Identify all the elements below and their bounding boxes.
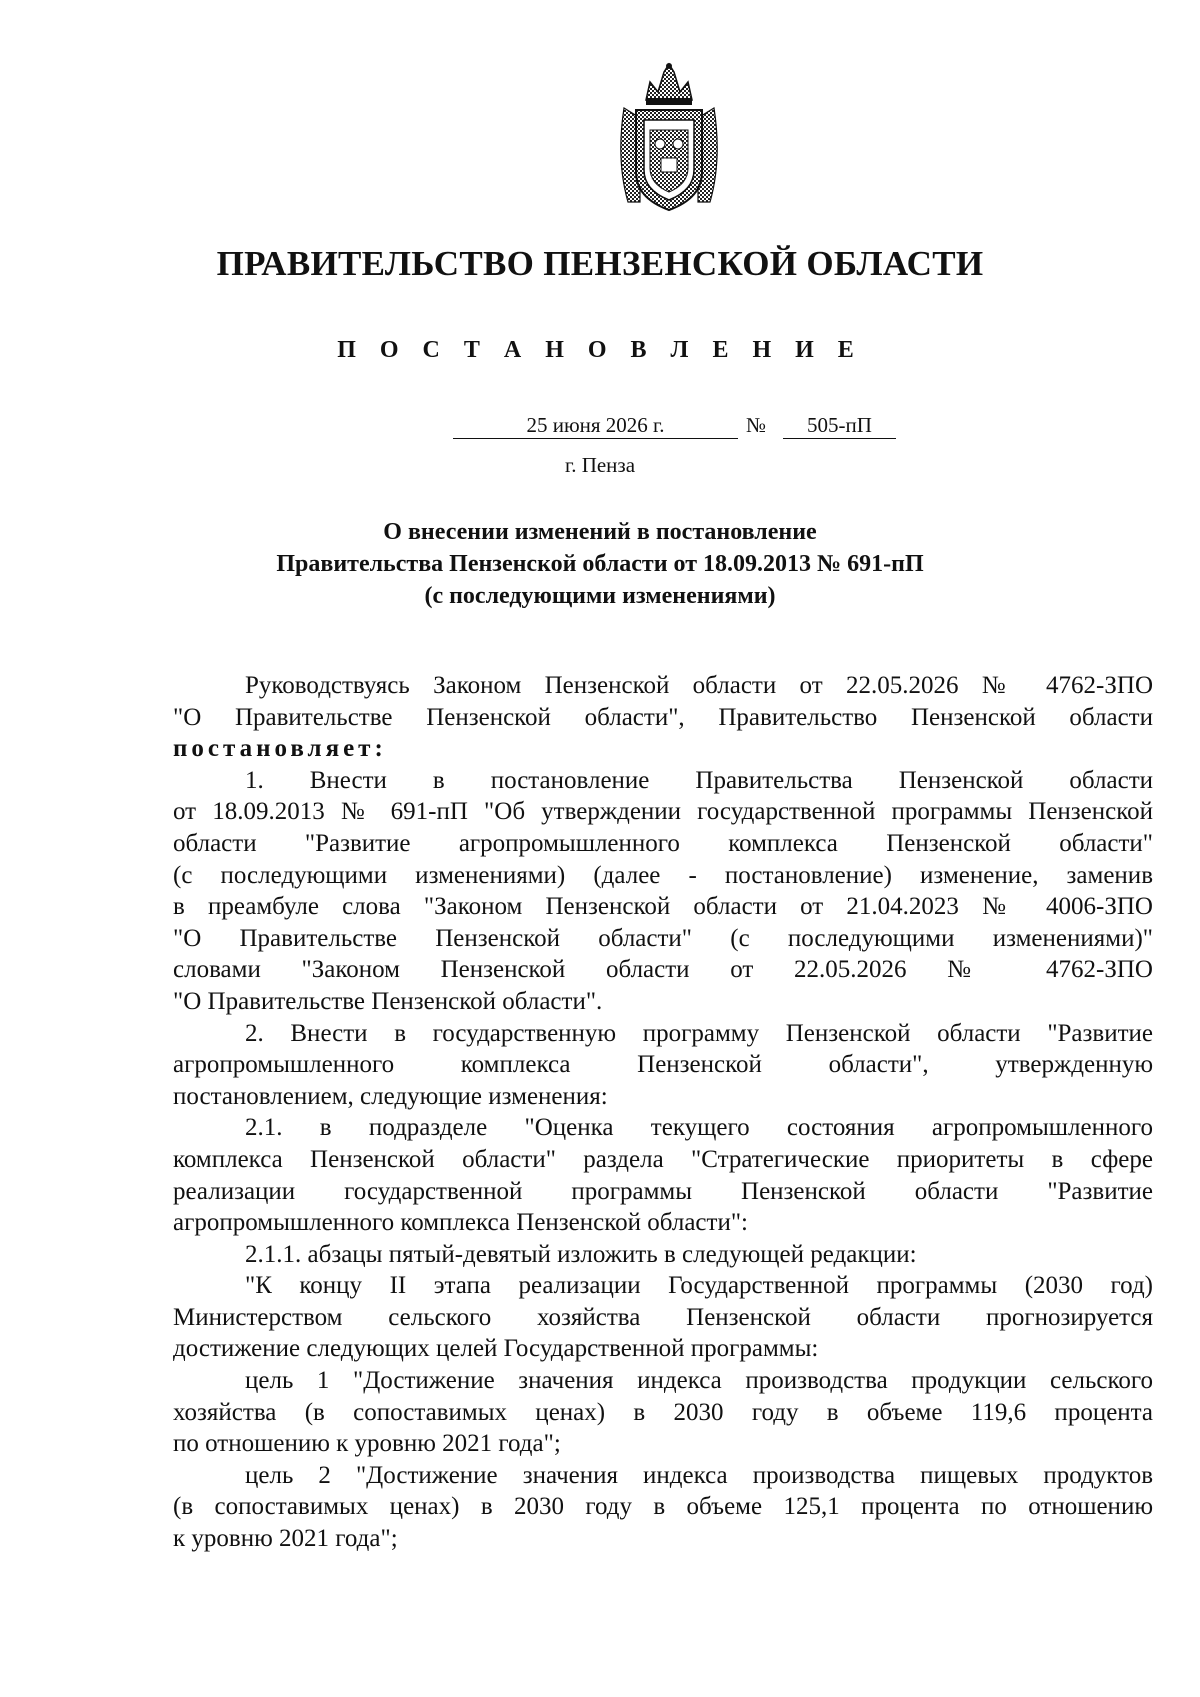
city: г. Пенза <box>564 453 636 477</box>
text-line: словами "Законом Пензенской области от 22.05.2026 № 4762-ЗПО <box>173 956 1153 984</box>
text-line: хозяйства (в сопоставимых ценах) в 2030 году в объеме 119,6 процента <box>173 1398 1153 1426</box>
text-line: Министерством сельского хозяйства Пензенской области прогнозируется <box>173 1303 1153 1331</box>
text-line: 2.1.1. абзацы пятый-девятый изложить в следующей редакции: <box>245 1240 917 1268</box>
paragraph-2-1-1 <box>173 1239 1153 1271</box>
paragraph-intro-cont <box>173 702 1153 765</box>
paragraph-goal-1-cont <box>173 1397 1153 1460</box>
subject-line: Правительства Пензенской области от 18.09.2013 № 691-пП <box>276 551 924 577</box>
subject-line: (с последующими изменениями) <box>424 583 776 609</box>
paragraph-intro <box>173 670 1153 702</box>
text-line: комплекса Пензенской области" раздела "Стратегические приоритеты в сфере <box>173 1145 1153 1173</box>
date-number-row <box>0 412 1200 442</box>
text-line: 2.1. в подразделе "Оценка текущего состояния агропромышленного <box>245 1114 1153 1142</box>
paragraph-2-1-cont <box>173 1144 1153 1239</box>
paragraph-2-cont <box>173 1049 1153 1112</box>
paragraph-quote-cont <box>173 1302 1153 1365</box>
resolves-word: постановляет: <box>173 735 387 763</box>
text-line: "О Правительстве Пензенской области", Правительство Пензенской области <box>173 703 1153 731</box>
text-line: "К концу II этапа реализации Государственной программы (2030 год) <box>245 1272 1153 1300</box>
decree-date: 25 июня 2026 г. <box>453 412 738 439</box>
government-title: ПРАВИТЕЛЬСТВО ПЕНЗЕНСКОЙ ОБЛАСТИ <box>216 244 984 283</box>
text-line: реализации государственной программы Пензенской области "Развитие <box>173 1177 1153 1205</box>
paragraph-goal-1 <box>173 1365 1153 1397</box>
paragraph-1-cont <box>173 796 1153 1017</box>
text-line: к уровню 2021 года"; <box>173 1525 398 1553</box>
subject-line: О внесении изменений в постановление <box>383 519 817 545</box>
paragraph-2 <box>173 1018 1153 1050</box>
text-line: 2. Внести в государственную программу Пензенской области "Развитие <box>245 1019 1153 1047</box>
coat-of-arms-emblem <box>606 60 732 212</box>
text-line: (в сопоставимых ценах) в 2030 году в объеме 125,1 процента по отношению <box>173 1493 1153 1521</box>
text-line: 1. Внести в постановление Правительства Пензенской области <box>245 766 1153 794</box>
decree-title: П О С Т А Н О В Л Е Н И Е <box>337 337 863 363</box>
subject-heading <box>0 516 1200 612</box>
text-line: по отношению к уровню 2021 года"; <box>173 1430 561 1458</box>
text-line: цель 1 "Достижение значения индекса производства продукции сельского <box>245 1367 1153 1395</box>
number-sign: № <box>746 413 767 437</box>
document-body <box>173 670 1153 1555</box>
paragraph-goal-2 <box>173 1460 1153 1492</box>
paragraph-quote <box>173 1270 1153 1302</box>
paragraph-1 <box>173 765 1153 797</box>
text-line: (с последующими изменениями) (далее - постановление) изменение, заменив <box>173 861 1153 889</box>
text-line: "О Правительстве Пензенской области". <box>173 987 603 1015</box>
text-line: агропромышленного комплекса Пензенской области", утвержденную <box>173 1051 1153 1079</box>
text-line: постановлением, следующие изменения: <box>173 1082 608 1110</box>
text-line: цель 2 "Достижение значения индекса производства пищевых продуктов <box>245 1461 1153 1489</box>
text-line: "О Правительстве Пензенской области" (с последующими изменениями)" <box>173 924 1153 952</box>
text-line: достижение следующих целей Государственной программы: <box>173 1335 819 1363</box>
text-line: агропромышленного комплекса Пензенской области": <box>173 1209 748 1237</box>
text-line: Руководствуясь Законом Пензенской области от 22.05.2026 № 4762-ЗПО <box>245 672 1153 699</box>
text-line: области "Развитие агропромышленного комплекса Пензенской области" <box>173 829 1153 857</box>
text-line: в преамбуле слова "Законом Пензенской области от 21.04.2023 № 4006-ЗПО <box>173 893 1153 921</box>
text-line: от 18.09.2013 № 691-пП "Об утверждении государственной программы Пензенской <box>173 798 1153 826</box>
paragraph-goal-2-cont <box>173 1491 1153 1554</box>
decree-number: 505-пП <box>783 412 896 439</box>
paragraph-2-1 <box>173 1112 1153 1144</box>
